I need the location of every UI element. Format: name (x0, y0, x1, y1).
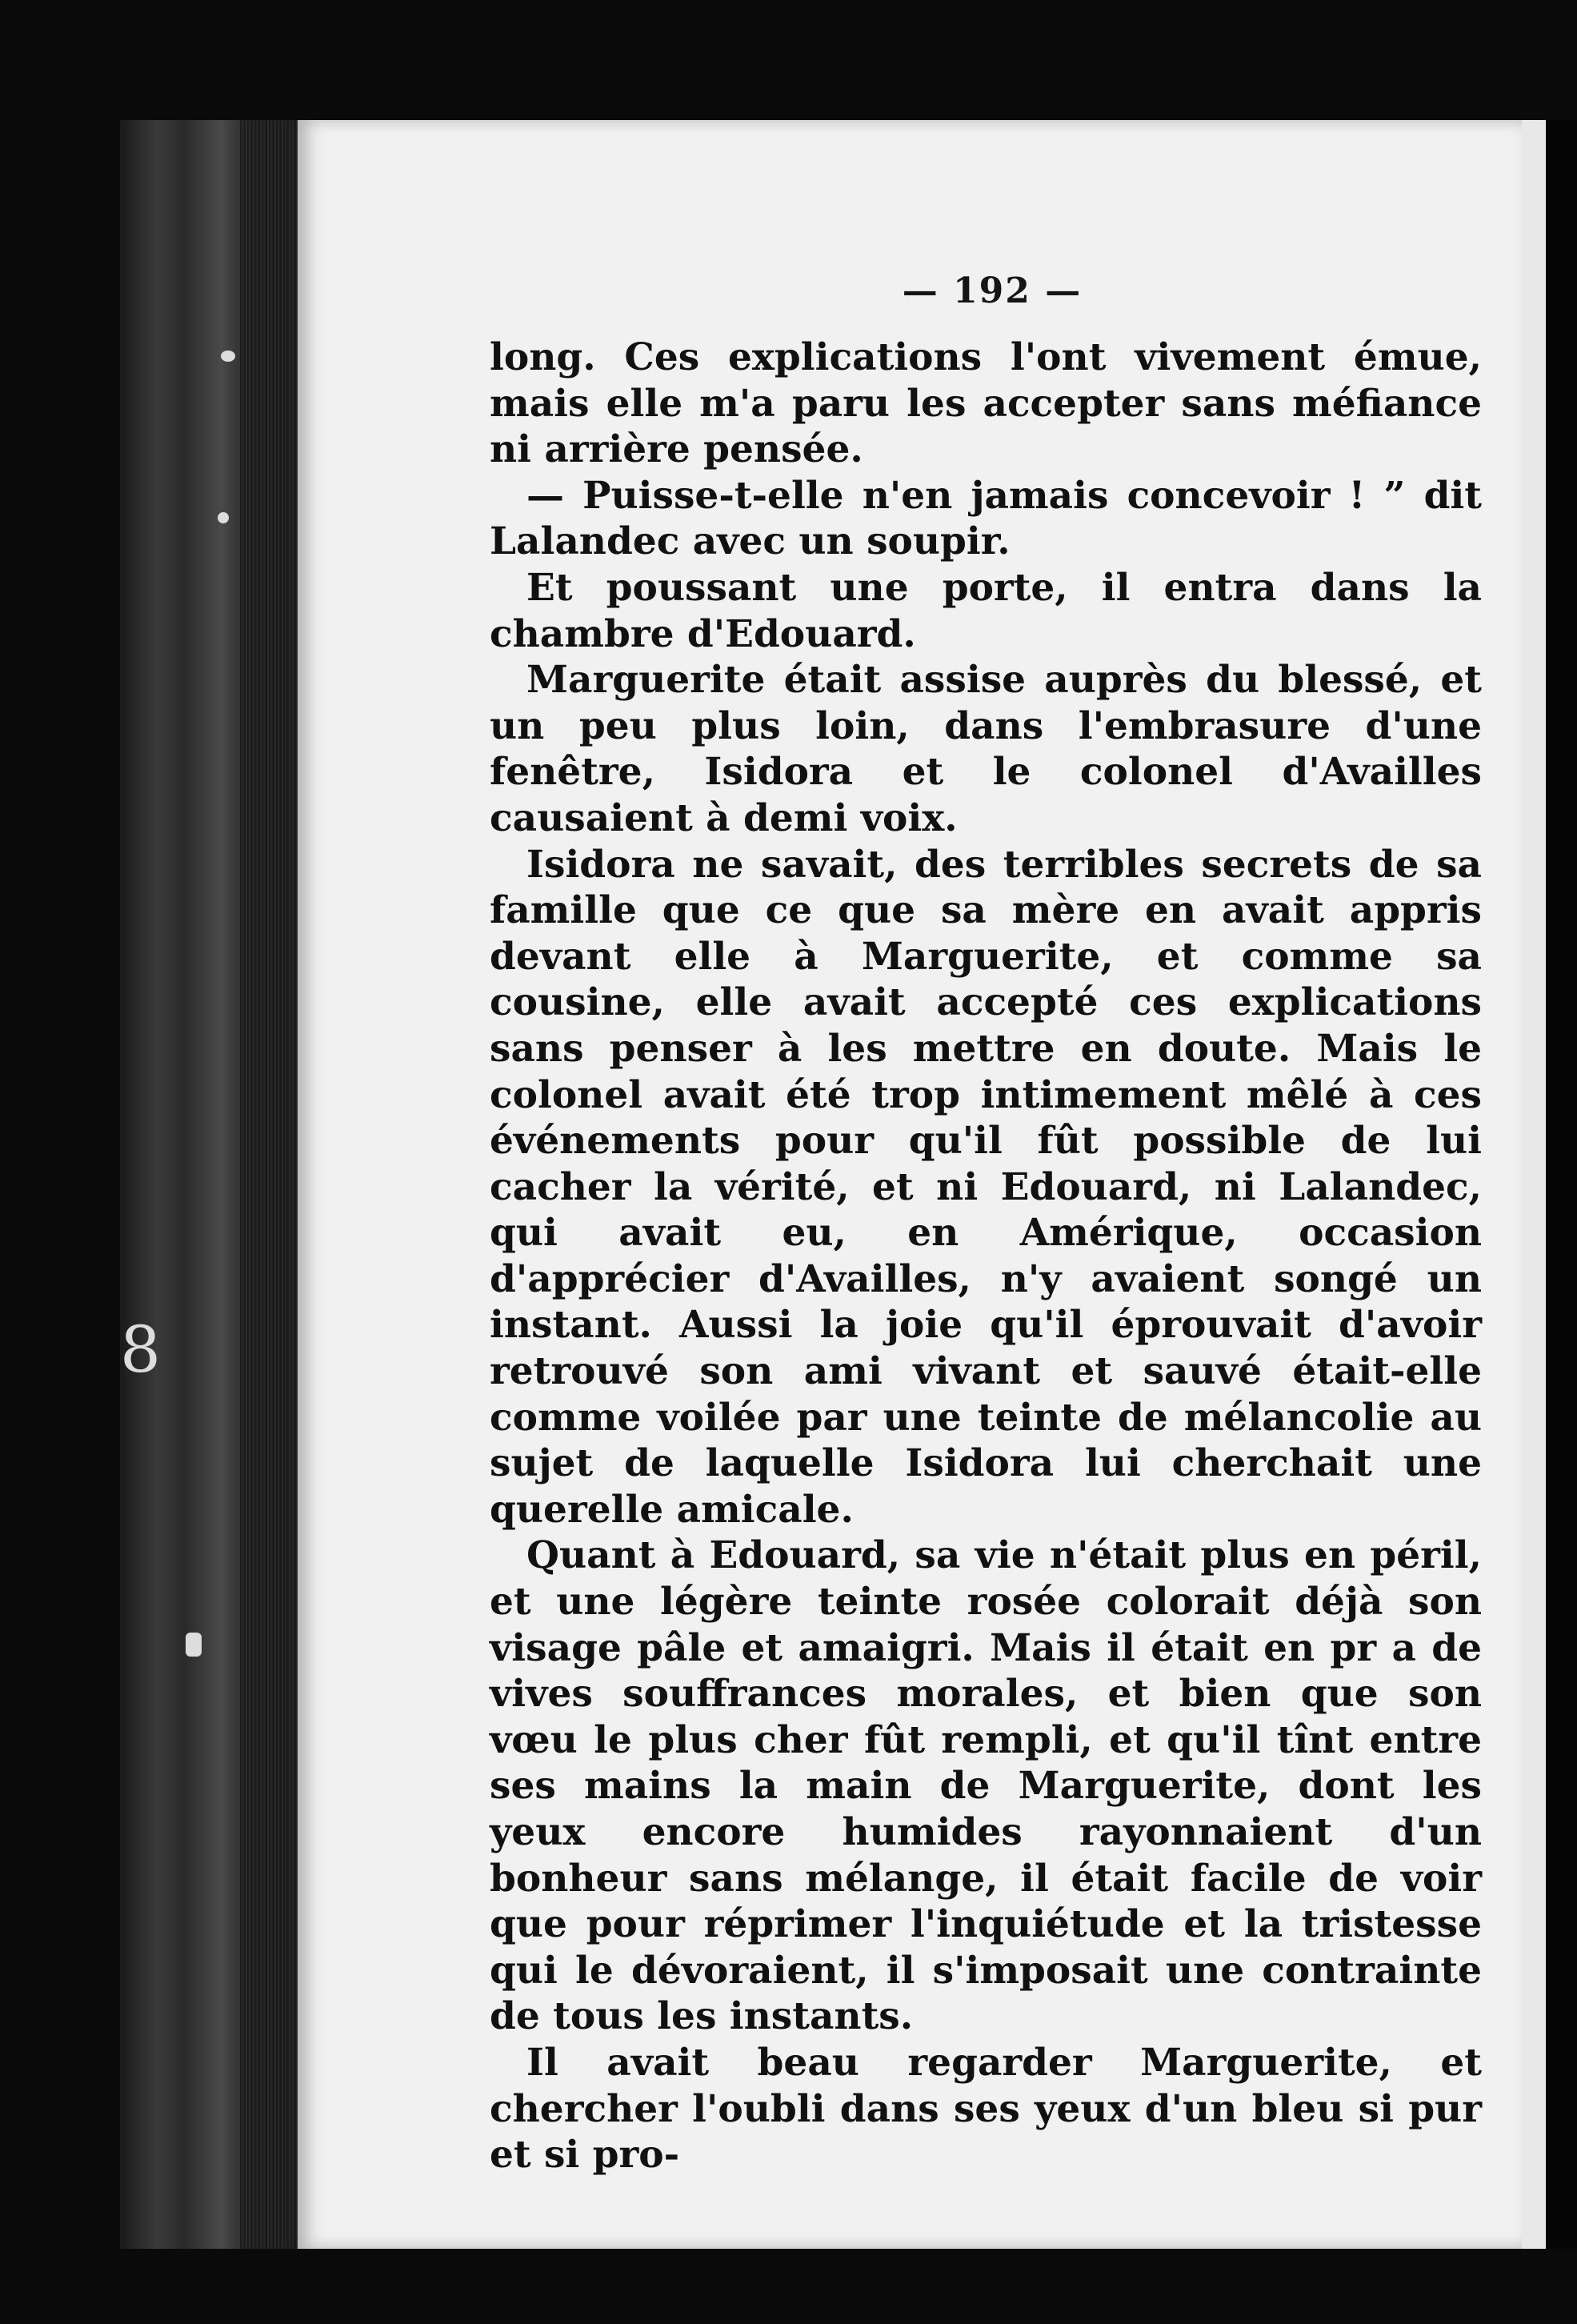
book-spine-shadow (240, 120, 304, 2249)
page-right-margin (1522, 120, 1546, 2249)
paragraph: Il avait beau regarder Marguerite, et chercher l'oubli dans ses yeux d'un bleu si pur et si pro- (490, 2040, 1482, 2178)
page-number: — 192 — (902, 270, 1083, 311)
paragraph: Et poussant une porte, il entra dans la chambre d'Edouard. (490, 565, 1482, 656)
paragraph: Isidora ne savait, des terribles secrets de sa famille que ce que sa mère en avait appris devant elle à Marguerite, et comme sa cousine, elle avait accepté ces explications sans penser à les mettre en doute. Mais le colonel avait été trop intimement mêlé à ces événements pour qu'il fût possible de lui cacher la vérité, et ni Edouard, ni Lalandec, qui avait eu, en Amérique, occasion d'apprécier d'Availles, n'y avaient songé un instant. Aussi la joie qu'il éprouvait d'avoir retrouvé son ami vivant et sauvé était-elle comme voilée par une teinte de mélancolie au sujet de laquelle Isidora lui cherchait une querelle amicale. (490, 842, 1482, 1532)
paragraph: Quant à Edouard, sa vie n'était plus en péril, et une légère teinte rosée colorait déjà son visage pâle et amaigri. Mais il était en pr a de vives souffrances morales, et bien que son vœu le plus cher fût rempli, et qu'il tînt entre ses mains la main de Marguerite, dont les yeux encore humides rayonnaient d'un bonheur sans mélange, il était facile de voir que pour réprimer l'inquiétude et la tristesse qui le dévoraient, il s'imposait une contrainte de tous les instants. (490, 1533, 1482, 2039)
paragraph: — Puisse-t-elle n'en jamais concevoir ! ” dit Lalandec avec un soupir. (490, 473, 1482, 564)
scan-right-border (1546, 120, 1577, 2249)
scan-speck (186, 1633, 202, 1657)
scan-speck (221, 351, 235, 362)
paragraph: long. Ces explications l'ont vivement émue, mais elle m'a paru les accepter sans méfiance ni arrière pensée. (490, 335, 1482, 472)
page-body-text (490, 335, 1482, 2178)
handwritten-margin-mark: 8 (120, 1312, 161, 1387)
scan-speck (218, 512, 229, 523)
paragraph: Marguerite était assise auprès du blessé, et un peu plus loin, dans l'embrasure d'une fenêtre, Isidora et le colonel d'Availles causaient à demi voix. (490, 658, 1482, 840)
